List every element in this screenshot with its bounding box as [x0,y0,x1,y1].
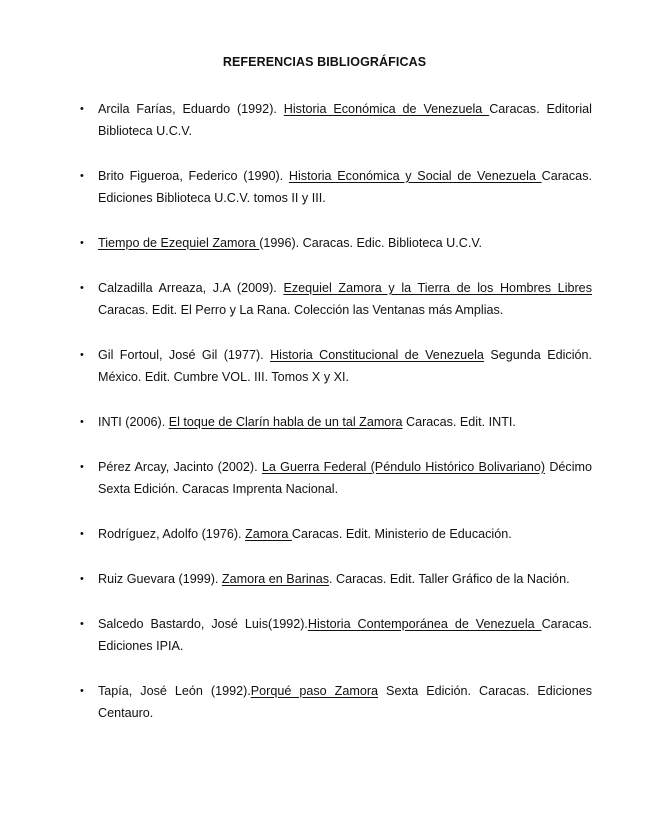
reference-publication: Caracas. Ediciones Biblioteca U.C.V. tomos II y III. [98,169,592,205]
reference-publication: . Caracas. Edit. Taller Gráfico de la Nación. [329,572,570,586]
reference-item [80,456,592,500]
reference-work-title: Zamora en Barinas [221,572,330,586]
bullet-icon: • [80,618,84,630]
reference-publication: Caracas. Edit. INTI. [402,415,516,429]
bullet-icon: • [80,282,84,294]
bullet-icon: • [80,685,84,697]
reference-work-title: Historia Constitucional de Venezuela [270,348,484,362]
reference-publication: (1996). Caracas. Edic. Biblioteca U.C.V. [259,236,483,250]
bullet-icon: • [80,416,84,428]
reference-work-title: Historia Contemporánea de Venezuela [307,617,542,631]
reference-item [80,98,592,142]
bullet-icon: • [80,103,84,115]
bullet-icon: • [80,349,84,361]
reference-item [80,680,592,724]
bullet-icon: • [80,528,84,540]
reference-publication: Caracas. Editorial Biblioteca U.C.V. [98,102,592,138]
reference-item [80,411,592,433]
reference-item [80,568,592,590]
reference-item [80,277,592,321]
reference-work-title: Tiempo de Ezequiel Zamora [98,236,260,250]
reference-work-title: La Guerra Federal (Péndulo Histórico Bolivariano) [261,460,546,474]
bullet-icon: • [80,573,84,585]
reference-item [80,344,592,388]
reference-author-year: Ruiz Guevara (1999). [98,572,222,586]
reference-publication: Sexta Edición. Caracas. Ediciones Centauro. [98,684,592,720]
bullet-icon: • [80,461,84,473]
reference-work-title: Zamora [245,527,292,541]
reference-publication: Caracas. Ediciones IPIA. [98,617,592,653]
reference-author-year: INTI (2006). [98,415,169,429]
bullet-icon: • [80,170,84,182]
bullet-icon: • [80,237,84,249]
reference-work-title: Historia Económica de Venezuela [283,102,490,116]
page-title: REFERENCIAS BIBLIOGRÁFICAS [222,55,427,69]
reference-publication: Caracas. Edit. El Perro y La Rana. Colección las Ventanas más Amplias. [98,303,504,317]
reference-item [80,165,592,209]
reference-item [80,232,592,254]
reference-list [80,98,592,747]
reference-publication: Décimo Sexta Edición. Caracas Imprenta Nacional. [98,460,593,496]
reference-publication: Segunda Edición. México. Edit. Cumbre VOL. III. Tomos X y XI. [98,348,592,384]
reference-author-year: Rodríguez, Adolfo (1976). [98,527,246,541]
reference-work-title: Historia Económica y Social de Venezuela [288,169,542,183]
reference-item [80,613,592,657]
reference-author-year: Brito Figueroa, Federico (1990). [98,169,289,183]
reference-author-year: Pérez Arcay, Jacinto (2002). [98,460,262,474]
reference-work-title: Porqué paso Zamora [250,684,379,698]
reference-author-year: Arcila Farías, Eduardo (1992). [98,102,284,116]
reference-publication: Caracas. Edit. Ministerio de Educación. [291,527,512,541]
reference-author-year: Tapía, José León (1992). [98,684,251,698]
reference-author-year: Gil Fortoul, José Gil (1977). [98,348,271,362]
reference-item [80,523,592,545]
reference-work-title: El toque de Clarín habla de un tal Zamora [168,415,403,429]
reference-author-year: Calzadilla Arreaza, J.A (2009). [98,281,284,295]
reference-author-year: Salcedo Bastardo, José Luis(1992). [98,617,308,631]
reference-work-title: Ezequiel Zamora y la Tierra de los Hombres Libres [283,281,592,295]
